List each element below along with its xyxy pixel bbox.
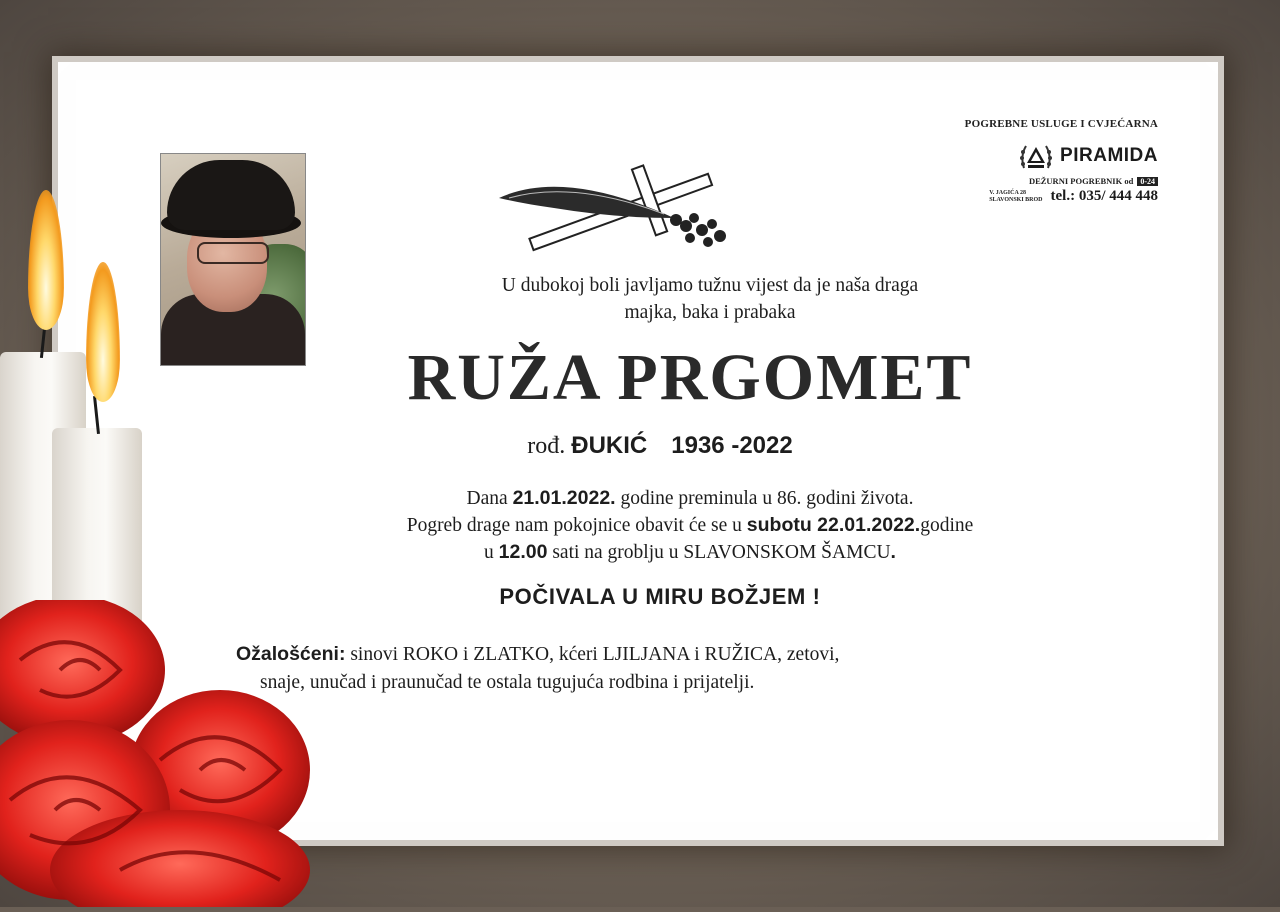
details-text: godine xyxy=(920,515,974,536)
brand-tagline: POGREBNE USLUGE I CVJEĆARNA xyxy=(964,118,1158,130)
pyramid-logo-icon xyxy=(1018,138,1054,174)
brand-row xyxy=(958,138,1158,174)
details-line-2 xyxy=(300,512,1080,539)
mourners-text: sinovi ROKO i ZLATKO, kćeri LJILJANA i RUŽICA, zetovi, xyxy=(345,644,840,665)
rest-in-peace: POČIVALA U MIRU BOŽJEM ! xyxy=(499,584,821,609)
mourners-line-2: snaje, unučad i praunučad te ostala tugujuća rodbina i prijatelji. xyxy=(260,672,755,693)
address xyxy=(989,190,1042,204)
maiden-name: ĐUKIĆ xyxy=(571,432,648,459)
details-text: Dana xyxy=(466,488,513,509)
details-line-1 xyxy=(300,485,1080,512)
address-street: V. JAGIĆA 28 xyxy=(989,189,1026,196)
brand-name: PIRAMIDA xyxy=(1060,145,1158,166)
duty-hours: 0-24 xyxy=(1137,177,1158,186)
intro-text xyxy=(340,272,1080,326)
life-years: 1936 -2022 xyxy=(671,432,793,459)
intro-line-2: majka, baka i prabaka xyxy=(624,302,796,323)
mourners-label: Ožalošćeni: xyxy=(236,643,346,665)
death-date: 21.01.2022. xyxy=(512,487,616,509)
details-text: Pogreb drage nam pokojnice obavit će se u xyxy=(406,515,747,536)
palm-cross-emblem xyxy=(494,158,734,258)
rose-icon xyxy=(0,600,310,907)
maiden-and-years xyxy=(380,432,940,460)
funeral-home-header xyxy=(958,118,1158,205)
duty-text: DEŽURNI POGREBNIK od xyxy=(1028,176,1134,186)
intro-line-1: U dubokoj boli javljamo tužnu vijest da je naša draga xyxy=(501,275,919,296)
details-text: sati na groblju u SLAVONSKOM ŠAMCU xyxy=(547,542,891,563)
duty-line xyxy=(958,176,1158,186)
funeral-time: 12.00 xyxy=(498,541,548,563)
telephone: tel.: 035/ 444 448 xyxy=(1050,188,1158,204)
mourners-line-1 xyxy=(236,640,1056,669)
funeral-date: subotu 22.01.2022. xyxy=(746,514,921,536)
details-line-3 xyxy=(300,539,1080,566)
contact-line xyxy=(958,188,1158,205)
deceased-name: RUŽA PRGOMET xyxy=(407,341,973,414)
mourners xyxy=(236,640,1056,697)
details-text: godine preminula u 86. godini života. xyxy=(615,488,914,509)
photo-portrait xyxy=(160,153,306,366)
details-period: . xyxy=(890,541,896,563)
address-city: SLAVONSKI BROD xyxy=(989,196,1043,203)
details-text: u xyxy=(484,542,499,563)
funeral-details xyxy=(300,485,1080,566)
maiden-prefix: rođ. xyxy=(527,433,566,459)
